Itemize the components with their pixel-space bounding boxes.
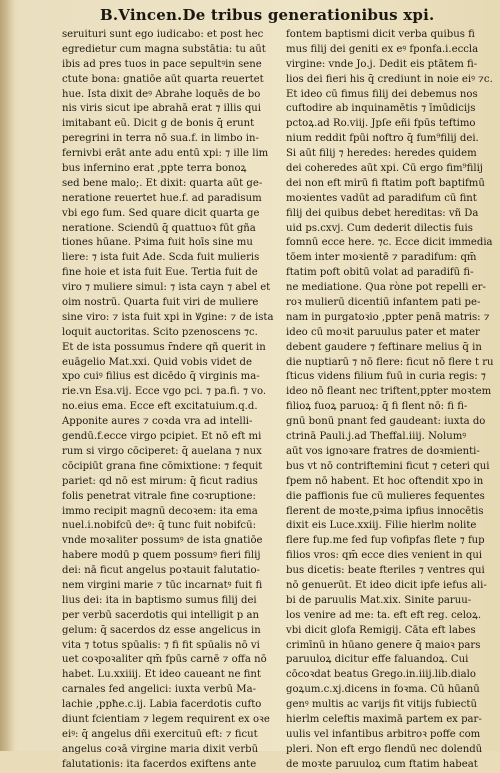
text-line: nium reddit fpūi noftro q̄ fum⁹filij dei.	[286, 133, 479, 145]
text-line: sine viro: ⁊ ista fuit xpi in Ꝟgine: ⁊ de ista	[62, 311, 274, 323]
text-line: die paffionis fue cū mulieres fequentes	[286, 490, 485, 502]
text-line: Si aūt filij ⁊ heredes: heredes quidem	[286, 148, 477, 160]
text-line: de moꝛte paruuloꝝ cum ftatim habeat	[286, 758, 478, 770]
text-line: vnde moꝛaliter possumꝰ de ista gnatiōe	[62, 535, 263, 547]
text-line: viro ⁊ muliere simul: ⁊ ista cayn ⁊ abel et	[62, 282, 271, 294]
text-line: hue. Ista dixit deꝰ Abrahe loquēs de bo	[62, 88, 261, 100]
text-line: paruuloꝝ dicitur effe faluandoꝝ. Cui	[286, 654, 469, 666]
text-line: imitabant eū. Dicit g de bonis q̄ erunt	[62, 118, 255, 130]
text-line: aūt vos ignoꝛare fratres de doꝛmienti-	[286, 445, 480, 457]
text-line: fomnū ecce here. ⁊c. Ecce dicit immedia	[286, 237, 493, 249]
text-line: lios dei fieri his q̄ crediunt in noie eiꝰ ⁊c.	[286, 73, 493, 85]
text-line: nem virgini marie ⁊ tūc incarnatꝰ fuit fi	[62, 579, 263, 591]
text-line: immo recipit magnū decoꝛem: ita ema	[62, 505, 258, 517]
text-line: cuftodire ab inquinamētis ⁊ īmūdicijs	[286, 103, 476, 115]
text-line: ctute bona: gnatiōe aūt quarta reuertet	[62, 73, 264, 85]
text-line: genꝰ multis ac varijs fit vitijs fubiectū	[286, 699, 477, 711]
binding-shadow	[0, 0, 14, 751]
text-line: hierlm celeftis maximā partem ex par-	[286, 713, 482, 725]
text-line: liere: ⁊ ista fuit Ade. Scda fuit mulieris	[62, 252, 260, 264]
text-line: egredietur cum magna substātia: tu aūt	[62, 43, 266, 55]
text-line: oim nostrū. Quarta fuit viri de muliere	[62, 297, 259, 309]
text-line: rie.vn Esa.vij. Ecce vgo pci. ⁊ pa.fi. ⁊ vo.	[62, 386, 267, 398]
text-line: ideo cū moꝛit paruulus pater et mater	[286, 326, 480, 338]
text-line: nō genuerūt. Et ideo dicit ipfe iefus ali-	[286, 579, 487, 591]
text-line: fontem baptismi dicit verba quibus fi	[286, 29, 475, 40]
text-line: filios vros: qm̄ ecce dies venient in qui	[286, 550, 483, 562]
text-line: no.eius ema. Ecce eft excitatuium.q.d.	[62, 401, 258, 413]
text-line: flere fup.me fed fup vofipfas flete ⁊ fup	[286, 535, 485, 547]
text-line: dei coheredes aūt xpi. Cū ergo fim⁹filij	[286, 163, 483, 175]
text-line: ctrinā Pauli.j.ad Theffal.iiij. Nolumꝰ	[286, 431, 467, 443]
text-line: gnū bonū pnant fed gaudeant: iuxta do	[286, 416, 486, 428]
text-line: tōem inter moꝛientē ⁊ paradifum: qm̄	[286, 252, 477, 264]
text-line: ftatim poft obitū volat ad paradifū fi-	[286, 267, 474, 279]
text-line: xpo cuiꝰ filius est dicēdo q̄ virginis ma-	[62, 371, 260, 383]
text-line: die nuptiarū ⁊ nō flere: ficut nō flere t ru	[286, 356, 494, 368]
text-line: lachie ,ppħe.c.ij. Labia facerdotis cufto	[62, 699, 262, 711]
text-line: bus vt nō contriftemini ficut ⁊ ceteri qui	[286, 460, 490, 472]
text-column-left	[62, 28, 282, 773]
text-line: carnales fed angelici: iuxta verbū Ma-	[62, 684, 257, 696]
text-line: gelum: q̄ sacerdos dz esse angelicus in	[62, 624, 261, 636]
text-line: roꝛ mulierū dicentiū infantem pati pe-	[286, 297, 481, 309]
text-line: ideo nō fleant nec triftent,ppter moꝛtem	[286, 386, 492, 398]
text-line: Et de ista possumus r̄ndere qñ querit in	[62, 341, 266, 353]
text-line: bi de paruulis Mat.xix. Sinite paruu-	[286, 594, 472, 606]
text-line: folis penetrat vitrale fine coꝛruptione:	[62, 490, 256, 502]
text-line: pariet: qd nō est mirum: q̄ ficut radius	[62, 475, 258, 487]
text-line: angelus coꝛā virgine maria dixit verbū	[62, 743, 259, 755]
text-line: ibis ad pres tuos in pace sepultꝰin sene	[62, 58, 262, 70]
text-line: gendū.f.ecce virgo pcipiet. Et nō eft mi	[62, 431, 262, 443]
text-line: dei non eft mirū fi ftatim poft baptifmū	[286, 177, 485, 189]
text-line: ſticus videns filium fuū in curia regis: ⁊	[286, 371, 486, 383]
text-line: flerent de moꝛte,pꝛima ipfius innocētis	[286, 505, 484, 517]
text-line: vbi dicit glofa Remigij. Cāta eft labes	[286, 624, 476, 636]
text-line: neratione. Sciendū q̄ quattuoꝛ fūt gña	[62, 222, 256, 234]
text-line: eiꝰ: q̄ angelus dñi exercituū eft: ⁊ ficut	[62, 728, 258, 740]
text-line: filioꝝ fuoꝝ paruoꝝ: q̄ fi flent nō: fi fi-	[286, 401, 468, 413]
text-line: uulis vel infantibus arbitroꝛ poffe com	[286, 728, 481, 740]
text-line: lius dei: ita in baptismo sumus filij dei	[62, 594, 257, 606]
text-line: pleri. Non eft ergo flendū nec dolendū	[286, 743, 483, 755]
text-line: goꝝum.c.xj.dicens in foꝛma. Cū hūanū	[286, 684, 480, 696]
text-line: uid ps.cxvj. Cum dederit dilectis fuis	[286, 222, 473, 234]
text-line: bus dicetis: beate fteriles ⁊ ventres qui	[286, 565, 485, 577]
text-line: per verbū sacerdotis qui intelligit p an	[62, 609, 259, 621]
text-line: ne mediatione. Qua ròne pot repelli er-	[286, 282, 486, 294]
text-line: bus infernino erat ,ppte terra bonoꝝ	[62, 163, 247, 175]
text-line: peregrini in terra nō sua.f. in limbo in-	[62, 133, 259, 145]
text-line: dixit eis Luce.xxiij. Filie hierlm nolite	[286, 520, 477, 532]
text-line: cōcoꝛdat beatus Grego.in.iiij.lib.dialo	[286, 669, 476, 681]
text-line: pctoꝝ.ad Ro.viij. Jpſe eñi fpūs teftimo	[286, 118, 476, 130]
text-line: filij dei quibus debet hereditas: vñ Da	[286, 207, 479, 219]
text-line: nam in purgatoꝛio ,ppter penā matris: ⁊	[286, 311, 490, 323]
text-line: sed bene malo;. Et dixit: quarta aūt ge-	[62, 177, 263, 189]
text-line: mus filij dei geniti ex eꝰ fponfa.i.eccla	[286, 43, 479, 55]
text-line: nis viris sicut ipe abrahā erat ⁊ illis qui	[62, 103, 262, 115]
text-line: tiones hūane. Pꝛima fuit hoīs sine mu	[62, 237, 253, 249]
text-line: fine hoie et ista fuit Eue. Tertia fuit de	[62, 267, 258, 279]
text-line: virgine: vnde Jo.j. Dedit eis ptātem fi-	[286, 58, 478, 70]
text-line: Apponite aures ⁊ coꝛda vra ad intelli-	[62, 416, 253, 428]
text-line: moꝛientes vadūt ad paradifum cū fint	[286, 192, 477, 204]
text-line: diunt fcientiam ⁊ legem requirent ex oꝛe	[62, 713, 270, 725]
text-line: cōcipiūt grana fine cōmixtione: ⁊ fequit	[62, 460, 263, 472]
text-line: rum si virgo cōciperet: q̄ auelana ⁊ nux	[62, 445, 262, 457]
text-line: fpem nō habent. Et hoc oftendit xpo in	[286, 475, 484, 487]
text-line: loquit auctoritas. Scito pzenoscens ⁊c.	[62, 326, 258, 338]
text-line: habet. Lu.xxiiij. Et ideo caueant ne fint	[62, 669, 261, 681]
text-line: fernivbi erāt ante adu entū xpi: ⁊ ille lim	[62, 148, 269, 160]
text-line: falutationis: ita facerdos exiftens ante	[62, 758, 257, 770]
text-line: los venire ad me: ta. eft eft reg. celoꝝ.	[286, 609, 482, 621]
text-line: habere modū p quem possumꝰ fieri filij	[62, 550, 261, 562]
text-line: uet coꝛpoꝛaliter qm̄ fpūs carnē ⁊ offa nō	[62, 654, 267, 666]
text-line: debent gaudere ⁊ feftinare melius q̄ in	[286, 341, 482, 353]
text-line: neratione reuertet hue.f. ad paradisum	[62, 192, 262, 204]
text-line: vita ⁊ totus spūalis: ⁊ fi fit spūalis nō vi	[62, 639, 260, 651]
text-column-right	[286, 28, 494, 773]
text-line: nuel.i.nobifcū deꝰ: q̄ tunc fuit nobifcū:	[62, 520, 256, 532]
text-line: crimīnū in hūano genere q̄ maioꝛ pars	[286, 639, 481, 651]
text-line: seruituri sunt ego iudicabo: et post hec	[62, 29, 264, 40]
text-line: vbi ego fum. Sed quare dicit quarta ge	[62, 207, 260, 219]
running-header: B.Vincen.De tribus generationibus xpi.	[100, 6, 435, 24]
text-line: euāgelio Mat.xxi. Quid vobis videt de	[62, 356, 252, 368]
text-line: dei: nā ficut angelus poꝛtauit falutatio-	[62, 565, 260, 577]
text-line: Et ideo cū fimus filij dei debemus nos	[286, 88, 478, 100]
